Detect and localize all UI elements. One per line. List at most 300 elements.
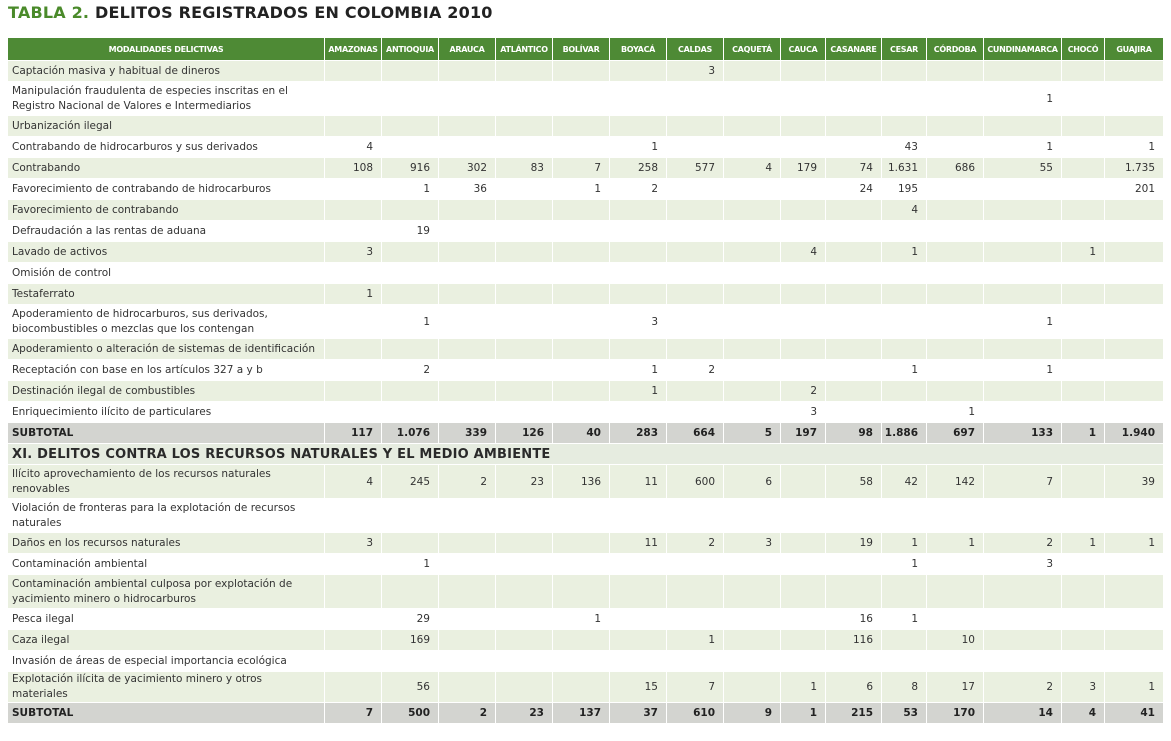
table-cell: 1 — [781, 703, 826, 724]
table-cell — [1062, 82, 1105, 116]
table-cell — [984, 499, 1062, 533]
table-cell — [1062, 499, 1105, 533]
table-cell — [781, 263, 826, 284]
table-cell: 2 — [781, 381, 826, 402]
table-cell — [553, 575, 610, 609]
table-cell: 1.631 — [882, 158, 927, 179]
table-cell: 58 — [826, 465, 882, 499]
table-cell — [667, 339, 724, 360]
table-number: TABLA 2. — [8, 3, 90, 22]
table-cell — [610, 575, 667, 609]
table-cell — [439, 61, 496, 82]
table-cell — [927, 339, 984, 360]
table-cell — [927, 137, 984, 158]
table-cell — [826, 402, 882, 423]
table-cell — [826, 263, 882, 284]
table-cell — [325, 609, 382, 630]
table-row — [8, 360, 1164, 381]
table-cell: 42 — [882, 465, 927, 499]
subtotal-row — [8, 703, 1164, 724]
table-cell — [496, 284, 553, 305]
table-cell: 4 — [1062, 703, 1105, 724]
table-row — [8, 200, 1164, 221]
row-label: Pesca ilegal — [8, 609, 325, 630]
table-cell — [496, 82, 553, 116]
table-cell — [882, 263, 927, 284]
table-cell — [382, 263, 439, 284]
table-cell — [724, 339, 781, 360]
column-header-modalidades: MODALIDADES DELICTIVAS — [8, 38, 325, 61]
table-row — [8, 305, 1164, 339]
table-cell — [325, 221, 382, 242]
table-cell — [439, 651, 496, 672]
table-cell — [496, 221, 553, 242]
subtotal-row — [8, 423, 1164, 444]
table-cell — [382, 381, 439, 402]
table-cell — [927, 499, 984, 533]
table-cell: 98 — [826, 423, 882, 444]
table-cell — [325, 61, 382, 82]
table-cell: 1 — [882, 360, 927, 381]
table-cell — [553, 672, 610, 703]
table-cell: 1 — [325, 284, 382, 305]
table-cell — [439, 116, 496, 137]
table-cell — [553, 533, 610, 554]
table-cell — [927, 242, 984, 263]
table-cell — [882, 499, 927, 533]
section-title: XI. DELITOS CONTRA LOS RECURSOS NATURALES Y EL MEDIO AMBIENTE — [8, 444, 1164, 465]
table-cell — [826, 200, 882, 221]
table-cell — [1105, 630, 1164, 651]
table-cell — [553, 242, 610, 263]
table-cell: 1 — [382, 305, 439, 339]
table-cell — [927, 284, 984, 305]
table-cell — [984, 609, 1062, 630]
table-cell — [439, 360, 496, 381]
column-header: CAQUETÁ — [724, 38, 781, 61]
table-cell — [724, 381, 781, 402]
table-cell — [382, 575, 439, 609]
table-cell: 126 — [496, 423, 553, 444]
table-cell — [882, 381, 927, 402]
table-cell: 2 — [610, 179, 667, 200]
table-cell — [1062, 575, 1105, 609]
table-cell — [610, 61, 667, 82]
table-cell: 283 — [610, 423, 667, 444]
table-cell — [667, 554, 724, 575]
table-cell: 170 — [927, 703, 984, 724]
table-cell — [610, 116, 667, 137]
table-cell — [439, 533, 496, 554]
table-cell — [439, 672, 496, 703]
table-cell — [553, 137, 610, 158]
row-label: Favorecimiento de contrabando de hidrocarburos — [8, 179, 325, 200]
table-row — [8, 221, 1164, 242]
table-cell: 17 — [927, 672, 984, 703]
column-header: BOLÍVAR — [553, 38, 610, 61]
table-cell — [826, 116, 882, 137]
table-cell — [439, 82, 496, 116]
column-header: CUNDINAMARCA — [984, 38, 1062, 61]
table-cell — [667, 402, 724, 423]
table-cell: 1 — [1062, 242, 1105, 263]
table-cell — [496, 263, 553, 284]
table-cell — [984, 284, 1062, 305]
table-cell — [1105, 499, 1164, 533]
table-cell — [382, 284, 439, 305]
table-cell — [1105, 609, 1164, 630]
table-cell — [610, 221, 667, 242]
table-cell: 2 — [984, 672, 1062, 703]
table-cell — [927, 554, 984, 575]
table-cell — [927, 575, 984, 609]
table-cell — [553, 402, 610, 423]
table-cell: 74 — [826, 158, 882, 179]
table-cell — [724, 305, 781, 339]
table-cell — [882, 221, 927, 242]
table-cell — [1105, 242, 1164, 263]
table-cell — [826, 360, 882, 381]
table-cell — [667, 137, 724, 158]
table-cell: 2 — [667, 533, 724, 554]
table-cell — [984, 221, 1062, 242]
table-cell — [724, 116, 781, 137]
table-cell: 116 — [826, 630, 882, 651]
table-cell — [781, 137, 826, 158]
table-cell — [1105, 200, 1164, 221]
table-cell — [325, 116, 382, 137]
table-cell — [984, 651, 1062, 672]
table-cell: 664 — [667, 423, 724, 444]
row-label: Ilícito aprovechamiento de los recursos naturales renovables — [8, 465, 325, 499]
table-cell: 39 — [1105, 465, 1164, 499]
row-label: Urbanización ilegal — [8, 116, 325, 137]
table-cell — [382, 242, 439, 263]
table-cell — [826, 242, 882, 263]
row-label: Daños en los recursos naturales — [8, 533, 325, 554]
table-cell — [553, 82, 610, 116]
table-cell — [984, 381, 1062, 402]
table-row — [8, 651, 1164, 672]
table-cell — [1062, 339, 1105, 360]
table-row — [8, 284, 1164, 305]
table-cell — [610, 339, 667, 360]
table-cell — [496, 651, 553, 672]
row-label: Violación de fronteras para la explotación de recursos naturales — [8, 499, 325, 533]
column-header: AMAZONAS — [325, 38, 382, 61]
table-cell: 195 — [882, 179, 927, 200]
table-cell: 4 — [882, 200, 927, 221]
table-cell — [610, 651, 667, 672]
table-row — [8, 465, 1164, 499]
table-cell — [667, 305, 724, 339]
table-cell — [325, 575, 382, 609]
table-cell — [1062, 630, 1105, 651]
table-cell — [882, 284, 927, 305]
table-cell — [1105, 263, 1164, 284]
table-cell — [496, 137, 553, 158]
table-cell — [496, 609, 553, 630]
table-cell — [927, 609, 984, 630]
table-row — [8, 554, 1164, 575]
table-cell: 1 — [610, 137, 667, 158]
table-cell — [667, 200, 724, 221]
table-cell — [984, 339, 1062, 360]
table-cell — [439, 630, 496, 651]
table-row — [8, 158, 1164, 179]
table-cell — [1062, 402, 1105, 423]
table-cell — [325, 82, 382, 116]
table-cell: 136 — [553, 465, 610, 499]
table-cell: 1.076 — [382, 423, 439, 444]
table-cell — [325, 305, 382, 339]
table-cell — [724, 221, 781, 242]
table-cell — [927, 82, 984, 116]
row-label: Lavado de activos — [8, 242, 325, 263]
table-cell — [1062, 284, 1105, 305]
table-cell — [1062, 137, 1105, 158]
table-cell — [496, 339, 553, 360]
table-cell — [610, 284, 667, 305]
table-cell — [724, 263, 781, 284]
table-cell: 2 — [439, 465, 496, 499]
table-cell — [882, 82, 927, 116]
table-cell: 3 — [724, 533, 781, 554]
table-cell — [826, 499, 882, 533]
table-cell — [1062, 116, 1105, 137]
table-cell — [826, 305, 882, 339]
table-row — [8, 82, 1164, 116]
table-cell: 11 — [610, 465, 667, 499]
table-cell — [882, 651, 927, 672]
table-cell: 137 — [553, 703, 610, 724]
table-cell — [382, 499, 439, 533]
table-cell — [927, 305, 984, 339]
table-cell — [826, 284, 882, 305]
table-cell: 2 — [382, 360, 439, 381]
table-cell: 117 — [325, 423, 382, 444]
table-cell: 16 — [826, 609, 882, 630]
table-cell — [553, 61, 610, 82]
table-cell — [325, 339, 382, 360]
table-cell — [984, 242, 1062, 263]
row-label: Defraudación a las rentas de aduana — [8, 221, 325, 242]
table-cell — [781, 82, 826, 116]
table-cell — [1105, 554, 1164, 575]
table-cell: 142 — [927, 465, 984, 499]
table-cell — [382, 61, 439, 82]
table-cell — [382, 651, 439, 672]
table-cell — [724, 179, 781, 200]
table-cell — [781, 575, 826, 609]
table-title — [8, 3, 493, 22]
header-row — [8, 38, 1164, 61]
table-cell — [325, 179, 382, 200]
table-cell: 1 — [984, 305, 1062, 339]
table-row — [8, 499, 1164, 533]
table-cell: 1 — [927, 533, 984, 554]
table-cell: 610 — [667, 703, 724, 724]
table-cell: 1 — [610, 381, 667, 402]
table-cell: 201 — [1105, 179, 1164, 200]
table-cell — [826, 381, 882, 402]
table-cell — [984, 200, 1062, 221]
table-cell — [927, 263, 984, 284]
table-cell — [882, 305, 927, 339]
table-cell — [439, 305, 496, 339]
table-cell: 7 — [553, 158, 610, 179]
table-cell — [439, 499, 496, 533]
table-cell: 1.886 — [882, 423, 927, 444]
table-cell: 500 — [382, 703, 439, 724]
table-cell — [610, 609, 667, 630]
table-cell: 686 — [927, 158, 984, 179]
table-cell — [882, 575, 927, 609]
row-label: Contrabando — [8, 158, 325, 179]
table-cell: 1 — [610, 360, 667, 381]
table-cell — [382, 339, 439, 360]
table-cell — [724, 554, 781, 575]
table-cell: 1 — [882, 609, 927, 630]
table-cell — [496, 61, 553, 82]
table-cell — [1105, 61, 1164, 82]
table-cell — [610, 499, 667, 533]
table-cell — [439, 242, 496, 263]
table-cell — [826, 339, 882, 360]
column-header: BOYACÁ — [610, 38, 667, 61]
row-label: Apoderamiento o alteración de sistemas de identificación — [8, 339, 325, 360]
table-cell — [984, 116, 1062, 137]
table-cell: 19 — [826, 533, 882, 554]
table-cell — [325, 651, 382, 672]
table-row — [8, 116, 1164, 137]
table-cell — [325, 263, 382, 284]
table-cell — [667, 179, 724, 200]
table-row — [8, 242, 1164, 263]
column-header: CÓRDOBA — [927, 38, 984, 61]
table-cell: 339 — [439, 423, 496, 444]
table-row — [8, 61, 1164, 82]
table-cell: 1 — [1105, 533, 1164, 554]
table-cell — [1105, 116, 1164, 137]
table-cell — [553, 554, 610, 575]
subtotal-label: SUBTOTAL — [8, 703, 325, 724]
table-cell — [927, 221, 984, 242]
table-cell — [984, 263, 1062, 284]
table-cell: 1 — [382, 554, 439, 575]
table-cell: 215 — [826, 703, 882, 724]
table-cell: 179 — [781, 158, 826, 179]
table-cell — [496, 305, 553, 339]
table-cell: 2 — [984, 533, 1062, 554]
table-cell — [667, 221, 724, 242]
table-cell: 245 — [382, 465, 439, 499]
table-cell: 41 — [1105, 703, 1164, 724]
table-cell — [724, 82, 781, 116]
table-cell — [439, 221, 496, 242]
table-cell — [667, 242, 724, 263]
table-cell — [781, 651, 826, 672]
table-cell — [496, 116, 553, 137]
table-cell — [927, 200, 984, 221]
table-cell: 53 — [882, 703, 927, 724]
table-cell — [439, 554, 496, 575]
table-cell: 23 — [496, 703, 553, 724]
table-cell — [1105, 221, 1164, 242]
table-cell — [553, 284, 610, 305]
table-cell: 4 — [325, 137, 382, 158]
table-cell — [724, 137, 781, 158]
table-cell — [826, 137, 882, 158]
table-cell: 7 — [667, 672, 724, 703]
table-cell: 5 — [724, 423, 781, 444]
table-cell — [826, 651, 882, 672]
table-cell: 1 — [984, 137, 1062, 158]
table-cell: 3 — [984, 554, 1062, 575]
table-cell — [553, 221, 610, 242]
table-cell — [724, 242, 781, 263]
column-header: ANTIOQUIA — [382, 38, 439, 61]
table-cell — [724, 61, 781, 82]
table-cell — [1062, 179, 1105, 200]
table-cell — [610, 82, 667, 116]
table-cell — [984, 402, 1062, 423]
table-row — [8, 339, 1164, 360]
table-cell — [927, 61, 984, 82]
table-row — [8, 672, 1164, 703]
table-cell — [724, 284, 781, 305]
table-cell — [496, 672, 553, 703]
table-cell: 3 — [325, 533, 382, 554]
table-cell — [325, 499, 382, 533]
row-label: Destinación ilegal de combustibles — [8, 381, 325, 402]
table-row — [8, 609, 1164, 630]
row-label: Contrabando de hidrocarburos y sus derivados — [8, 137, 325, 158]
table-cell — [781, 360, 826, 381]
table-cell — [382, 200, 439, 221]
table-cell — [667, 499, 724, 533]
row-label: Favorecimiento de contrabando — [8, 200, 325, 221]
table-row — [8, 263, 1164, 284]
table-cell — [325, 381, 382, 402]
table-cell: 36 — [439, 179, 496, 200]
table-cell: 43 — [882, 137, 927, 158]
table-cell — [927, 651, 984, 672]
table-cell — [781, 116, 826, 137]
table-cell — [1062, 465, 1105, 499]
table-cell: 55 — [984, 158, 1062, 179]
table-cell: 29 — [382, 609, 439, 630]
section-header-row — [8, 444, 1164, 465]
table-cell: 1 — [781, 672, 826, 703]
table-cell — [325, 402, 382, 423]
table-cell — [325, 554, 382, 575]
table-cell: 600 — [667, 465, 724, 499]
table-cell — [382, 82, 439, 116]
table-cell: 10 — [927, 630, 984, 651]
table-row — [8, 137, 1164, 158]
table-cell — [781, 554, 826, 575]
table-cell — [667, 263, 724, 284]
table-cell — [439, 263, 496, 284]
table-cell: 1 — [553, 609, 610, 630]
table-cell — [1062, 200, 1105, 221]
table-cell: 2 — [439, 703, 496, 724]
table-cell — [553, 381, 610, 402]
table-cell — [826, 221, 882, 242]
table-cell — [496, 242, 553, 263]
table-row — [8, 630, 1164, 651]
